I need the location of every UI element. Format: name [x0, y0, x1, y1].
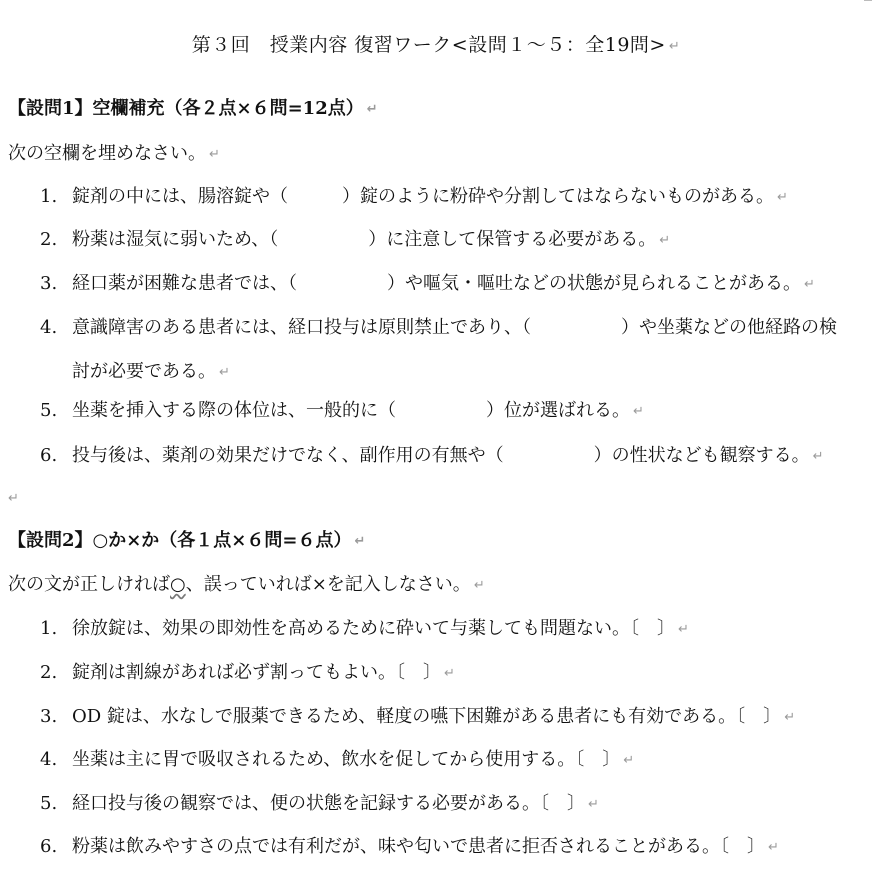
section1-item-3 — [40, 272, 815, 297]
item-text: 投与後は、薬剤の効果だけでなく、副作用の有無や（ ）の性状なども観察する。 — [72, 445, 810, 466]
item-text: 経口薬が困難な患者では、（ ）や嘔気・嘔吐などの状態が見られることがある。 — [72, 273, 801, 294]
return-mark: ↵ — [444, 666, 455, 681]
return-mark: ↵ — [473, 578, 485, 593]
item-number: 6. — [40, 836, 58, 857]
section1-heading: 【設問1】空欄補充（各２点×６問=12点） ↵ — [8, 98, 378, 119]
section1-item-6 — [40, 444, 824, 469]
document-title — [0, 30, 872, 57]
return-mark: ↵ — [633, 404, 644, 419]
item-text: 粉薬は飲みやすさの点では有利だが、味や匂いで患者に拒否されることがある。〔 〕 — [72, 836, 765, 857]
item-number: 1. — [40, 618, 58, 639]
return-mark: ↵ — [678, 622, 689, 637]
section2-instruction: 次の文が正しければ○、誤っていれば×を記入しなさい。 ↵ — [8, 574, 485, 595]
section2-item-2 — [40, 661, 455, 686]
item-text: 意識障害のある患者には、経口投与は原則禁止であり、（ ）や坐薬などの他経路の検 — [72, 317, 837, 338]
return-mark: ↵ — [804, 277, 815, 292]
item-number: 3. — [40, 273, 58, 294]
item-text: 錠剤は割線があれば必ず割ってもよい。〔 〕 — [72, 662, 441, 683]
item-text: 徐放錠は、効果の即効性を高めるために砕いて与薬しても問題ない。〔 〕 — [72, 618, 675, 639]
page-corner-mark — [864, 0, 872, 1]
item-number: 4. — [40, 317, 58, 338]
item-text: 粉薬は湿気に弱いため、（ ）に注意して保管する必要がある。 — [72, 229, 657, 250]
section2-item-1 — [40, 617, 689, 642]
return-mark: ↵ — [768, 840, 779, 855]
section1-instruction: 次の空欄を埋めなさい。 ↵ — [8, 143, 220, 164]
item-text: 経口投与後の観察では、便の状態を記録する必要がある。〔 〕 — [72, 793, 585, 814]
section2-item-4 — [40, 748, 634, 773]
return-mark: ↵ — [812, 449, 824, 464]
item-text: 討が必要である。 — [72, 361, 216, 382]
return-mark: ↵ — [209, 147, 220, 162]
item-text: OD 錠は、水なしで服薬できるため、軽度の嚥下困難がある患者にも有効である。〔 〕 — [72, 706, 782, 727]
return-mark: ↵ — [8, 491, 19, 506]
item-number: 5. — [40, 400, 58, 421]
section1-item-1 — [40, 185, 788, 210]
item-text: 錠剤の中には、腸溶錠や（ ）錠のように粉砕や分割してはならないものがある。 — [72, 186, 774, 207]
section2-heading: 【設問2】○か×か（各１点×６問=６点） ↵ — [8, 530, 366, 551]
section2-item-6 — [40, 835, 779, 860]
item-number: 4. — [40, 749, 58, 770]
return-mark: ↵ — [366, 102, 378, 117]
return-mark: ↵ — [623, 753, 635, 768]
return-mark: ↵ — [777, 190, 788, 205]
section1-item-4 — [40, 316, 837, 340]
item-text: 坐薬は主に胃で吸収されるため、飲水を促してから使用する。〔 〕 — [72, 749, 621, 770]
item-text: 坐薬を挿入する際の体位は、一般的に（ ）位が選ばれる。 — [72, 400, 630, 421]
section1-item-5 — [40, 399, 644, 424]
return-mark: ↵ — [588, 797, 599, 812]
item-number: 2. — [40, 229, 58, 250]
section2-item-3 — [40, 705, 795, 730]
empty-paragraph — [8, 486, 19, 511]
section1-item-4-continuation — [72, 360, 230, 385]
item-number: 2. — [40, 662, 58, 683]
section2-item-5 — [40, 792, 599, 817]
return-mark: ↵ — [659, 233, 671, 248]
section1-item-2 — [40, 228, 670, 253]
item-number: 3. — [40, 706, 58, 727]
return-mark: ↵ — [668, 39, 681, 54]
return-mark: ↵ — [219, 365, 230, 380]
item-number: 1. — [40, 186, 58, 207]
spellcheck-underline: ○ — [170, 574, 186, 595]
item-number: 6. — [40, 445, 58, 466]
title-text: 第３回 授業内容 復習ワーク<設問１～５：全19問> — [191, 34, 666, 56]
return-mark: ↵ — [784, 710, 796, 725]
return-mark: ↵ — [354, 534, 366, 549]
item-number: 5. — [40, 793, 58, 814]
